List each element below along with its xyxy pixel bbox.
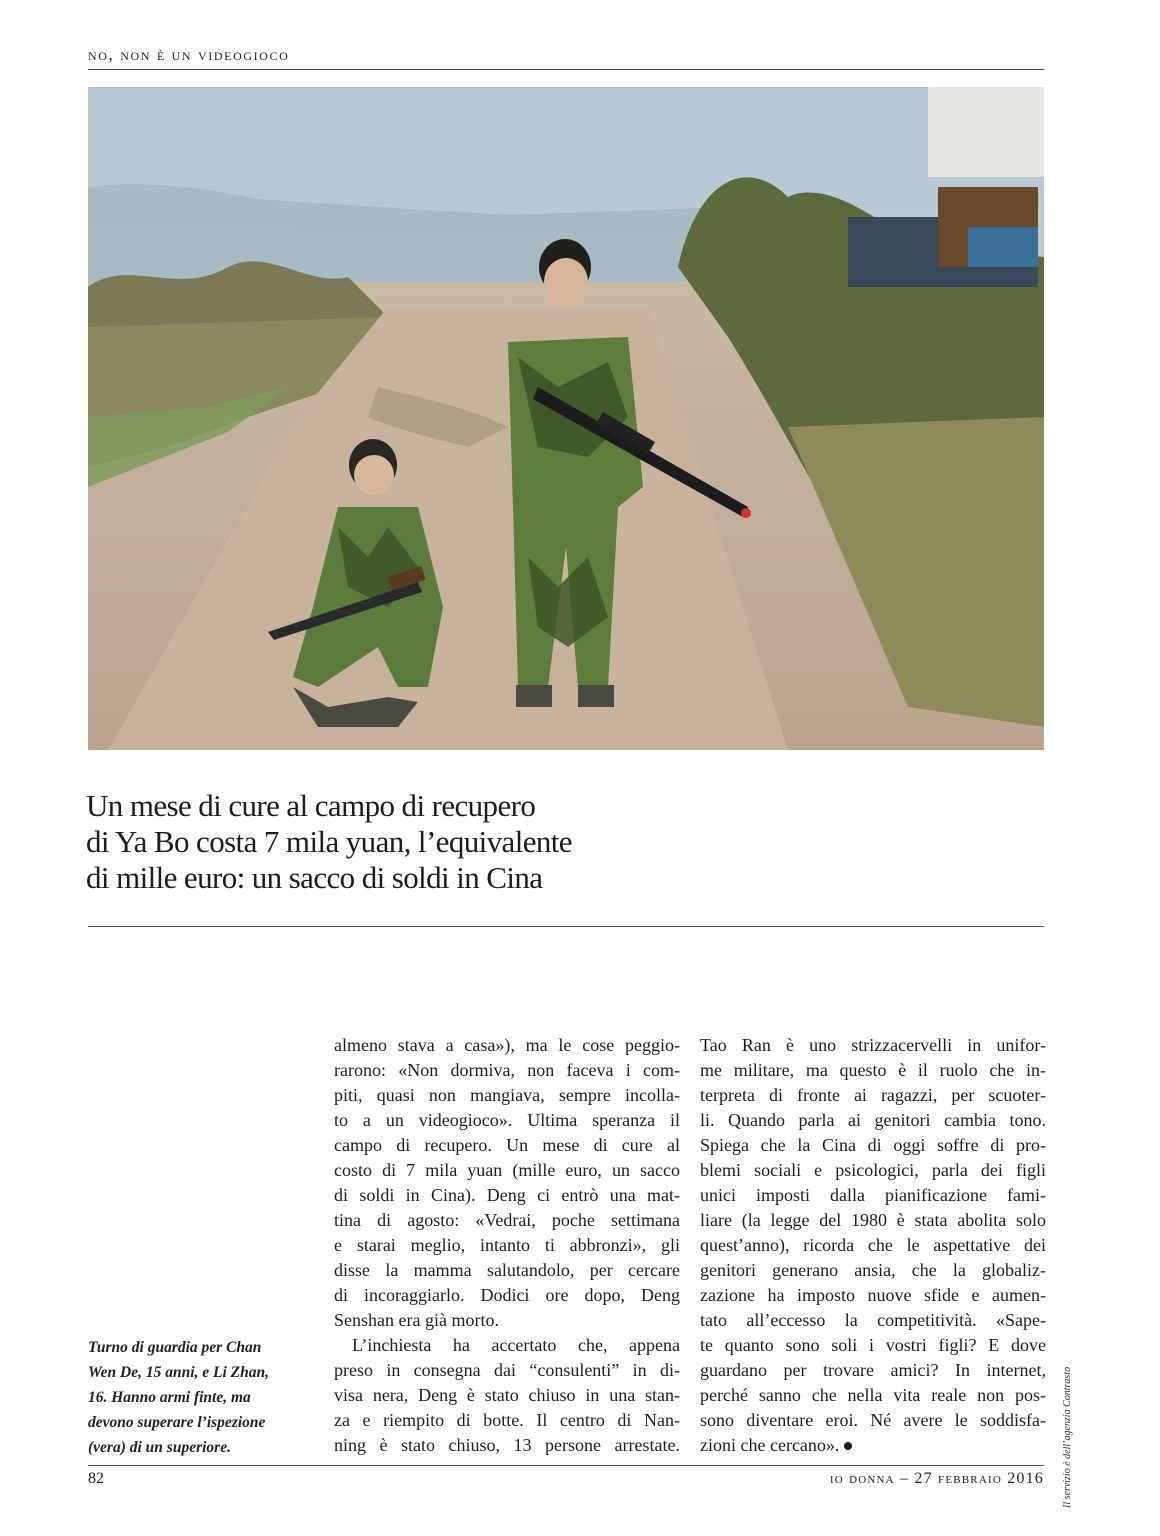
- photo-caption: [88, 1335, 306, 1460]
- caption-line: Wen De, 15 anni, e Li Zhan,: [88, 1364, 269, 1381]
- body-line: Senshan era già morto.: [334, 1310, 499, 1330]
- body-line: zazione ha imposto nuove sfide e aumen-: [700, 1285, 1046, 1305]
- body-line: te quanto sono soli i vostri figli? E dove: [700, 1335, 1046, 1355]
- caption-line: devono superare l’ispezione: [88, 1414, 266, 1431]
- body-line: unici imposti dalla pianificazione fami-: [700, 1185, 1046, 1205]
- body-line: liare (la legge del 1980 è stata abolita solo: [700, 1210, 1046, 1230]
- body-line: rarono: «Non dormiva, non faceva i com-: [334, 1060, 680, 1080]
- body-line: ning è stato chiuso, 13 persone arrestate.: [334, 1435, 680, 1455]
- body-line-final: [700, 1433, 1046, 1458]
- body-line: quest’anno), ricorda che le aspettative dei: [700, 1235, 1046, 1255]
- body-line: to a un videogioco». Ultima speranza il: [334, 1110, 680, 1130]
- photo-credit: Il servizio è dell’agenzia Contrasto: [1062, 1366, 1073, 1508]
- body-line: costo di 7 mila yuan (mille euro, un sacco: [334, 1160, 680, 1180]
- body-line: campo di recupero. Un mese di cure al: [334, 1135, 680, 1155]
- headline-line: Un mese di cure al campo di recupero: [86, 788, 536, 823]
- caption-line: Turno di guardia per Chan: [88, 1339, 262, 1356]
- headline-line: di Ya Bo costa 7 mila yuan, l’equivalente: [86, 824, 572, 859]
- body-line: sono diventare eroi. Né avere le soddisfa-: [700, 1410, 1046, 1430]
- body-line: visa nera, Deng è stato chiuso in una stan-: [334, 1385, 680, 1405]
- headline: [86, 788, 786, 896]
- body-line: blemi sociali e psicologici, parla dei figli: [700, 1160, 1046, 1180]
- body-line-text: zioni che cercano».: [700, 1435, 840, 1455]
- body-line: me militare, ma questo è il ruolo che in-: [700, 1060, 1046, 1080]
- section-title: no, non è un videogioco: [88, 45, 290, 64]
- body-line: Spiega che la Cina di oggi soffre di pro-: [700, 1135, 1046, 1155]
- body-column-2: [700, 1033, 1046, 1458]
- photo-illustration: [88, 87, 1044, 750]
- body-line: tina di agosto: «Vedrai, poche settimana: [334, 1210, 680, 1230]
- body-line: di incoraggiarlo. Dodici ore dopo, Deng: [334, 1285, 680, 1305]
- body-line: za e riempito di botte. Il centro di Nan-: [334, 1410, 680, 1430]
- footer-divider: [88, 1465, 1044, 1466]
- body-line: Tao Ran è uno strizzacervelli in unifor-: [700, 1035, 1046, 1055]
- caption-line: 16. Hanno armi finte, ma: [88, 1389, 251, 1406]
- body-line: disse la mamma salutandolo, per cercare: [334, 1260, 680, 1280]
- body-line: guardano per trovare amici? In internet,: [700, 1360, 1046, 1380]
- page-number: 82: [88, 1470, 104, 1487]
- caption-line: (vera) di un superiore.: [88, 1439, 231, 1456]
- body-column-1: [334, 1033, 680, 1458]
- body-line: terpreta di fronte ai ragazzi, per scuoter-: [700, 1085, 1046, 1105]
- body-line: li. Quando parla ai genitori cambia tono.: [700, 1110, 1046, 1130]
- body-line: L’inchiesta ha accertato che, appena: [352, 1335, 680, 1355]
- body-line: e starai meglio, intanto ti abbronzi», gli: [334, 1235, 680, 1255]
- issue-line: io donna – 27 febbraio 2016: [829, 1470, 1044, 1487]
- body-line: tato all’eccesso la competitività. «Sape-: [700, 1310, 1046, 1330]
- body-line: genitori generano ansia, che la globaliz-: [700, 1260, 1046, 1280]
- body-line: di soldi in Cina). Deng ci entrò una mat-: [334, 1185, 680, 1205]
- body-line: almeno stava a casa»), ma le cose peggio-: [334, 1035, 680, 1055]
- feature-photo: [88, 87, 1044, 750]
- body-line: preso in consegna dai “consulenti” in di-: [334, 1360, 680, 1380]
- section-header: [88, 44, 1044, 70]
- headline-line: di mille euro: un sacco di soldi in Cina: [86, 860, 543, 895]
- body-line: perché sanno che nella vita reale non pos-: [700, 1385, 1046, 1405]
- body-line: piti, quasi non mangiava, sempre incolla-: [334, 1085, 680, 1105]
- end-of-article-mark: [844, 1442, 852, 1450]
- headline-divider: [88, 926, 1044, 927]
